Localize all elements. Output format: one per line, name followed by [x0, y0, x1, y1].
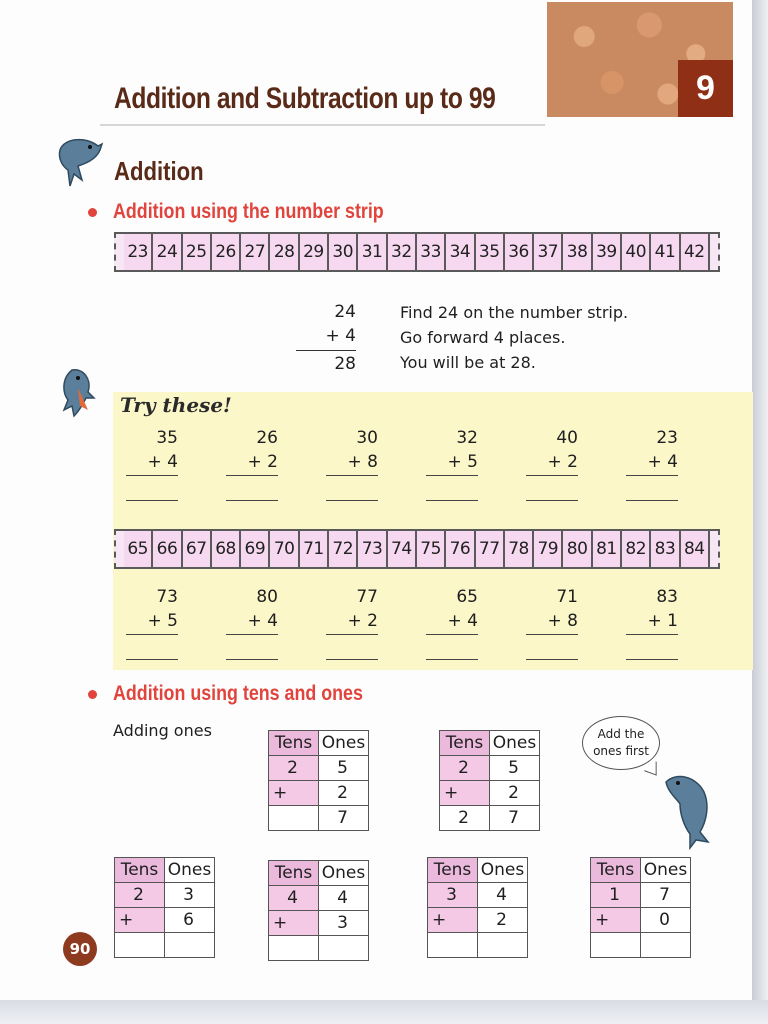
plus-sign: + — [591, 908, 641, 933]
tens-header: Tens — [269, 731, 319, 756]
tens-answer-cell[interactable] — [269, 806, 319, 831]
strip-cell: 34 — [446, 232, 475, 272]
strip-cell: 70 — [270, 529, 299, 569]
tens-ones-table — [268, 860, 369, 961]
bullet-icon — [88, 208, 97, 217]
page-bottom-edge — [0, 1000, 768, 1024]
answer-blank[interactable] — [426, 659, 478, 660]
sum-line — [326, 475, 378, 476]
tens-answer-cell[interactable]: 2 — [440, 806, 490, 831]
tens-header: Tens — [440, 731, 490, 756]
strip-cell: 76 — [446, 529, 475, 569]
ones-header: Ones — [490, 731, 540, 756]
strip-cell: 23 — [124, 232, 153, 272]
answer-blank[interactable] — [526, 659, 578, 660]
strip-cell: 71 — [300, 529, 329, 569]
strip-cell: 68 — [212, 529, 241, 569]
strip-cell: 35 — [476, 232, 505, 272]
number-strip-1 — [114, 232, 720, 272]
problem — [126, 585, 178, 660]
problem — [526, 585, 578, 660]
speech-bubble — [582, 716, 660, 770]
ones-answer-cell[interactable] — [641, 933, 691, 958]
strip-cell: 42 — [681, 232, 710, 272]
ones-header: Ones — [319, 731, 369, 756]
page-title: Addition and Subtraction up to 99 — [114, 82, 496, 115]
strip-cell: 73 — [358, 529, 387, 569]
problem-addend: + 5 — [447, 452, 478, 472]
tens-cell: 2 — [115, 883, 165, 908]
ones-answer-cell[interactable] — [165, 933, 215, 958]
tens-header: Tens — [591, 858, 641, 883]
bullet-icon — [88, 690, 97, 699]
strip-edge — [710, 529, 720, 569]
tens-cell: 2 — [269, 756, 319, 781]
strip-cell: 79 — [534, 529, 563, 569]
problem — [526, 426, 578, 501]
problem-top: 26 — [256, 428, 278, 448]
problem-addend: + 1 — [647, 611, 678, 631]
problem-addend: + 4 — [647, 452, 678, 472]
strip-cell: 30 — [329, 232, 358, 272]
strip-cell: 75 — [417, 529, 446, 569]
bubble-line: Add the — [597, 727, 645, 741]
problem — [226, 585, 278, 660]
answer-blank[interactable] — [626, 500, 678, 501]
title-divider — [100, 124, 545, 126]
tens-header: Tens — [428, 858, 478, 883]
dolphin-icon — [58, 366, 102, 420]
sum-line — [226, 475, 278, 476]
subhead-number-strip — [88, 200, 432, 224]
answer-blank[interactable] — [126, 500, 178, 501]
strip-cell: 82 — [622, 529, 651, 569]
plus-sign: + — [269, 911, 319, 936]
strip-cell: 80 — [563, 529, 592, 569]
ones-cell: 7 — [641, 883, 691, 908]
strip-edge — [710, 232, 720, 272]
sum-line — [226, 634, 278, 635]
problem-top: 73 — [156, 587, 178, 607]
strip-cell: 38 — [563, 232, 592, 272]
strip-cell: 37 — [534, 232, 563, 272]
problem-addend: + 8 — [547, 611, 578, 631]
problem-top: 83 — [656, 587, 678, 607]
tens-cell: 4 — [269, 886, 319, 911]
problem-addend: + 4 — [247, 611, 278, 631]
problem — [426, 426, 478, 501]
plus-sign: + — [269, 781, 319, 806]
ones-answer-cell[interactable] — [319, 936, 369, 961]
example-sum — [296, 300, 356, 376]
problem — [126, 426, 178, 501]
tens-ones-table — [427, 857, 528, 958]
problem-top: 77 — [356, 587, 378, 607]
ones-cell: 6 — [165, 908, 215, 933]
problem-addend: + 2 — [247, 452, 278, 472]
ones-header: Ones — [319, 861, 369, 886]
tens-cell: 2 — [440, 756, 490, 781]
strip-cell: 40 — [622, 232, 651, 272]
strip-cell: 26 — [212, 232, 241, 272]
tens-header: Tens — [115, 858, 165, 883]
problem-top: 35 — [156, 428, 178, 448]
page-gutter-shadow — [752, 0, 768, 1024]
problem — [626, 426, 678, 501]
ones-answer-cell[interactable]: 7 — [319, 806, 369, 831]
strip-cell: 24 — [153, 232, 182, 272]
page-number: 90 — [63, 932, 97, 966]
strip-cell: 84 — [681, 529, 710, 569]
ones-answer-cell[interactable] — [478, 933, 528, 958]
problem-top: 80 — [256, 587, 278, 607]
tens-ones-table — [590, 857, 691, 958]
adding-ones-label: Adding ones — [113, 721, 212, 740]
tens-answer-cell[interactable] — [591, 933, 641, 958]
strip-cell: 28 — [270, 232, 299, 272]
ones-cell: 5 — [319, 756, 369, 781]
ones-cell: 4 — [478, 883, 528, 908]
explanation-line: Go forward 4 places. — [400, 328, 566, 347]
subhead-tens-ones — [88, 682, 407, 706]
ones-header: Ones — [641, 858, 691, 883]
plus-sign: + — [115, 908, 165, 933]
sum-line — [326, 634, 378, 635]
number-strip-2 — [114, 529, 720, 569]
strip-cell: 25 — [183, 232, 212, 272]
explanation-line: Find 24 on the number strip. — [400, 303, 629, 322]
subhead-text: Addition using the number strip — [113, 200, 384, 223]
problem-top: 32 — [456, 428, 478, 448]
chapter-number: 9 — [678, 60, 733, 117]
problem-top: 30 — [356, 428, 378, 448]
strip-cell: 41 — [651, 232, 680, 272]
answer-blank[interactable] — [326, 659, 378, 660]
answer-blank[interactable] — [126, 659, 178, 660]
tens-cell: 1 — [591, 883, 641, 908]
problem-top: 71 — [556, 587, 578, 607]
ones-cell: 3 — [165, 883, 215, 908]
tens-header: Tens — [269, 861, 319, 886]
sum-line — [426, 634, 478, 635]
ones-cell: 2 — [478, 908, 528, 933]
strip-cell: 78 — [505, 529, 534, 569]
strip-cell: 32 — [388, 232, 417, 272]
strip-cell: 66 — [153, 529, 182, 569]
strip-cell: 74 — [388, 529, 417, 569]
problem — [326, 426, 378, 501]
example-explanation — [400, 300, 628, 375]
problem — [626, 585, 678, 660]
tens-answer-cell[interactable] — [115, 933, 165, 958]
tens-ones-table — [114, 857, 215, 958]
problem-addend: + 2 — [347, 611, 378, 631]
ones-cell: 2 — [319, 781, 369, 806]
try-these-heading: Try these! — [120, 393, 232, 417]
answer-blank[interactable] — [226, 659, 278, 660]
strip-cell: 27 — [241, 232, 270, 272]
problem-addend: + 2 — [547, 452, 578, 472]
ones-cell: 4 — [319, 886, 369, 911]
problem — [426, 585, 478, 660]
strip-cell: 33 — [417, 232, 446, 272]
strip-edge — [114, 232, 124, 272]
strip-cell: 29 — [300, 232, 329, 272]
sum-line — [426, 475, 478, 476]
sum-line — [126, 475, 178, 476]
answer-blank[interactable] — [626, 659, 678, 660]
tens-answer-cell[interactable] — [428, 933, 478, 958]
problem-addend: + 4 — [447, 611, 478, 631]
plus-sign: + — [428, 908, 478, 933]
example-result: 28 — [334, 354, 356, 374]
ones-cell: 0 — [641, 908, 691, 933]
ones-cell: 2 — [490, 781, 540, 806]
ones-cell: 5 — [490, 756, 540, 781]
answer-blank[interactable] — [526, 500, 578, 501]
example-top: 24 — [334, 302, 356, 322]
sum-line — [296, 350, 356, 351]
problem-addend: + 8 — [347, 452, 378, 472]
strip-cell: 77 — [476, 529, 505, 569]
strip-cell: 72 — [329, 529, 358, 569]
problem-top: 40 — [556, 428, 578, 448]
dolphin-icon — [660, 770, 716, 850]
tens-ones-table — [439, 730, 540, 831]
sum-line — [526, 634, 578, 635]
ones-cell: 3 — [319, 911, 369, 936]
dolphin-icon — [52, 130, 104, 190]
problem-top: 65 — [456, 587, 478, 607]
bubble-line: ones first — [593, 744, 649, 758]
ones-header: Ones — [165, 858, 215, 883]
section-heading: Addition — [114, 156, 204, 186]
strip-cell: 39 — [593, 232, 622, 272]
strip-cell: 31 — [358, 232, 387, 272]
problem-addend: + 4 — [147, 452, 178, 472]
problem-top: 23 — [656, 428, 678, 448]
sum-line — [626, 475, 678, 476]
sum-line — [626, 634, 678, 635]
explanation-line: You will be at 28. — [400, 353, 536, 372]
answer-blank[interactable] — [226, 500, 278, 501]
tens-cell: 3 — [428, 883, 478, 908]
ones-header: Ones — [478, 858, 528, 883]
subhead-text: Addition using tens and ones — [113, 682, 363, 705]
strip-cell: 81 — [593, 529, 622, 569]
tens-ones-table — [268, 730, 369, 831]
strip-cell: 83 — [651, 529, 680, 569]
answer-blank[interactable] — [326, 500, 378, 501]
strip-cell: 36 — [505, 232, 534, 272]
problem — [326, 585, 378, 660]
example-addend: + 4 — [325, 326, 356, 346]
answer-blank[interactable] — [426, 500, 478, 501]
ones-answer-cell[interactable]: 7 — [490, 806, 540, 831]
problem-addend: + 5 — [147, 611, 178, 631]
strip-cell: 65 — [124, 529, 153, 569]
strip-cell: 69 — [241, 529, 270, 569]
sum-line — [526, 475, 578, 476]
sum-line — [126, 634, 178, 635]
strip-cell: 67 — [183, 529, 212, 569]
plus-sign: + — [440, 781, 490, 806]
strip-edge — [114, 529, 124, 569]
problem — [226, 426, 278, 501]
tens-answer-cell[interactable] — [269, 936, 319, 961]
